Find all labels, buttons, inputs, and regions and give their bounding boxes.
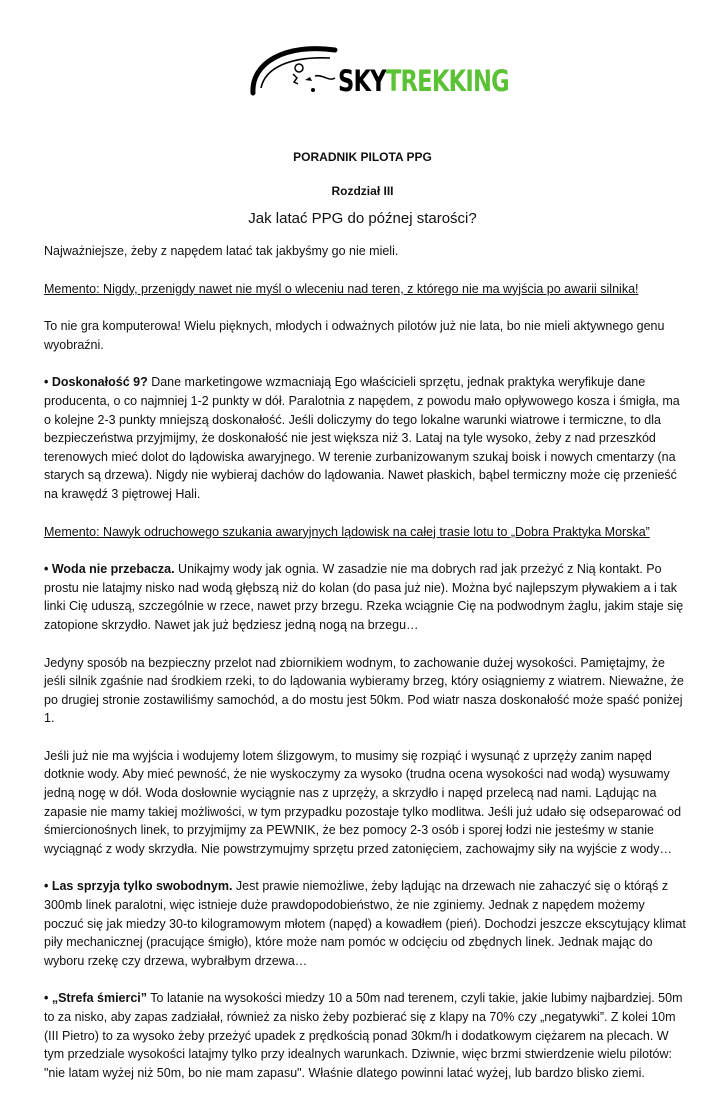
chapter-title: Rozdział III xyxy=(331,184,394,198)
death-zone-heading: • „Strefa śmierci” xyxy=(44,991,148,1006)
glide-heading: • Doskonałość 9? xyxy=(44,375,148,390)
logo-trekking: TREKKING xyxy=(385,64,509,98)
game-paragraph: To nie gra komputerowa! Wielu pięknych, młodych i odważnych pilotów już nie lata, bo nie mieli aktywnego genu wyobraźni. xyxy=(44,319,665,352)
death-zone-paragraph xyxy=(44,989,686,1082)
logo-sky: SKY xyxy=(338,64,386,98)
glide-paragraph xyxy=(44,373,686,503)
water-paragraph xyxy=(44,560,686,634)
water-heading: • Woda nie przebacza. xyxy=(44,562,175,577)
memento-paragraph: Memento: Nigdy, przenigdy nawet nie myśl o wleceniu nad teren, z którego nie ma wyjścia po awarii silnika! xyxy=(44,281,639,296)
water-paragraph-2: Jedyny sposób na bezpieczny przelot nad zbiornikiem wodnym, to zachowanie dużej wysokości. Pamiętajmy, że jeśli silnik zgaśnie nad środkiem rzeki, to do lądowania wybieramy brzeg, który osiągniemy z wiatrem. Nieważne, że po drugiej stronie zostawiliśmy samochód, a do mostu jest 50km. Pod wiatr nasza doskonałość może spaść poniżej 1. xyxy=(44,655,684,726)
intro-paragraph: Najważniejsze, żeby z napędem latać tak jakbyśmy go nie mieli. xyxy=(44,244,399,258)
paraglider-icon xyxy=(245,38,345,108)
death-zone-text: To latanie na wysokości miedzy 10 a 50m nad terenem, czyli takie, jakie lubimy najbardziej. 50m to za nisko, aby zapas zadziałał, również za nisko żeby pozbierać się z klapy na 70% czy „negatywki”. Z kolei 10m (III Pietro) to za wysoko żeby przeżyć upadek z prędkością ponad 30km/h i dodatkowym ciężarem na plecach. W tym przedziale wysokości latajmy tylko przy idealnych warunkach. Dziwnie, więc brzmi stwierdzenie wielu pilotów: "nie latam wyżej niż 50m, bo nie mam zapasu". Właśnie dlatego powinni latać wyżej, lub bardzo blisko ziemi. xyxy=(44,991,683,1080)
forest-text: Jest prawie niemożliwe, żeby lądując na drzewach nie zahaczyć się o którąś z 300mb linek paralotni, więc istnieje duże prawdopodobieństwo, że nie zginiemy. Jednak z napędem możemy poczuć się jak miedzy 30-to kilogramowym młotem (napęd) a kowadłem (pień). Dochodzi jeszcze ekscytujący klimat piły mechanicznej (pracujące śmigło), które może nam pomóc w odcięciu od zbędnych linek. Jednak mając do wyboru rzekę czy drzewa, wybrałbym drzewa… xyxy=(44,879,686,968)
glide-text: Dane marketingowe wzmacniają Ego właścicieli sprzętu, jednak praktyka weryfikuje dane producenta, o co najmniej 1-2 punkty w dół. Paralotnia z napędem, z powodu mało opływowego kosza i śmigła, ma o kolejne 2-3 punkty mniejszą doskonałość. Jeśli doliczymy do tego lokalne warunki wiatrowe i termiczne, to dla bezpieczeństwa przyjmijmy, że doskonałość nie jest większa niż 3. Lataj na tyle wysoko, żeby z nad przeszkód terenowych mieć dolot do lądowiska awaryjnego. W terenie zurbanizowanym szukaj boisk i nowych cmentarzy (na starych są drzewa). Nigdy nie wybieraj dachów do lądowania. Nawet płaskich, bąbel termiczny może cię przenieść na krawędź 3 piętrowej Hali. xyxy=(44,375,680,501)
logo-text xyxy=(338,64,509,98)
document-body xyxy=(44,242,686,1101)
forest-heading: • Las sprzyja tylko swobodnym. xyxy=(44,879,233,894)
page-title: Jak latać PPG do późnej starości? xyxy=(248,210,477,227)
guide-title: PORADNIK PILOTA PPG xyxy=(293,150,432,164)
memento-paragraph-2: Memento: Nawyk odruchowego szukania awaryjnych lądowisk na całej trasie lotu to „Dobra Praktyka Morska” xyxy=(44,524,650,539)
water-paragraph-3: Jeśli już nie ma wyjścia i wodujemy lotem ślizgowym, to musimy się rozpiąć i wysunąć z uprzęży zanim napęd dotknie wody. Aby mieć pewność, że nie wyskoczymy za wysoko (trudna ocena wysokości nad wodą) wysuwamy jedną nogę w dół. Woda dosłownie wyciągnie nas z uprzęży, a skrzydło i napęd przelecą nad nami. Lądując na zapasie nie mamy takiej możliwości, w tym przypadku pozostaje tylko modlitwa. Jeśli już udało się odseparować od śmiercionośnych linek, to przyjmijmy za PEWNIK, że bez pomocy 2-3 osób i sporej łodzi nie jesteśmy w stanie wyciągnąć z wody skrzydła. Nie powstrzymujmy sprzętu przed zatonięciem, zachowajmy siły na wyjście z wody… xyxy=(44,748,682,856)
water-text: Unikajmy wody jak ognia. W zasadzie nie ma dobrych rad jak przeżyć z Nią kontakt. Po prostu nie latajmy nisko nad wodą głębszą niż do kolan (do pasa już nie). Można być najlepszym pływakiem a i tak linki Cię uduszą, szczególnie w rzece, nawet przy brzegu. Rzeka wciągnie Cię na podwodnym żaglu, jakim staje się zatopione skrzydło. Nawet jak już będziesz jedną nogą na brzegu… xyxy=(44,562,684,632)
forest-paragraph xyxy=(44,877,686,970)
